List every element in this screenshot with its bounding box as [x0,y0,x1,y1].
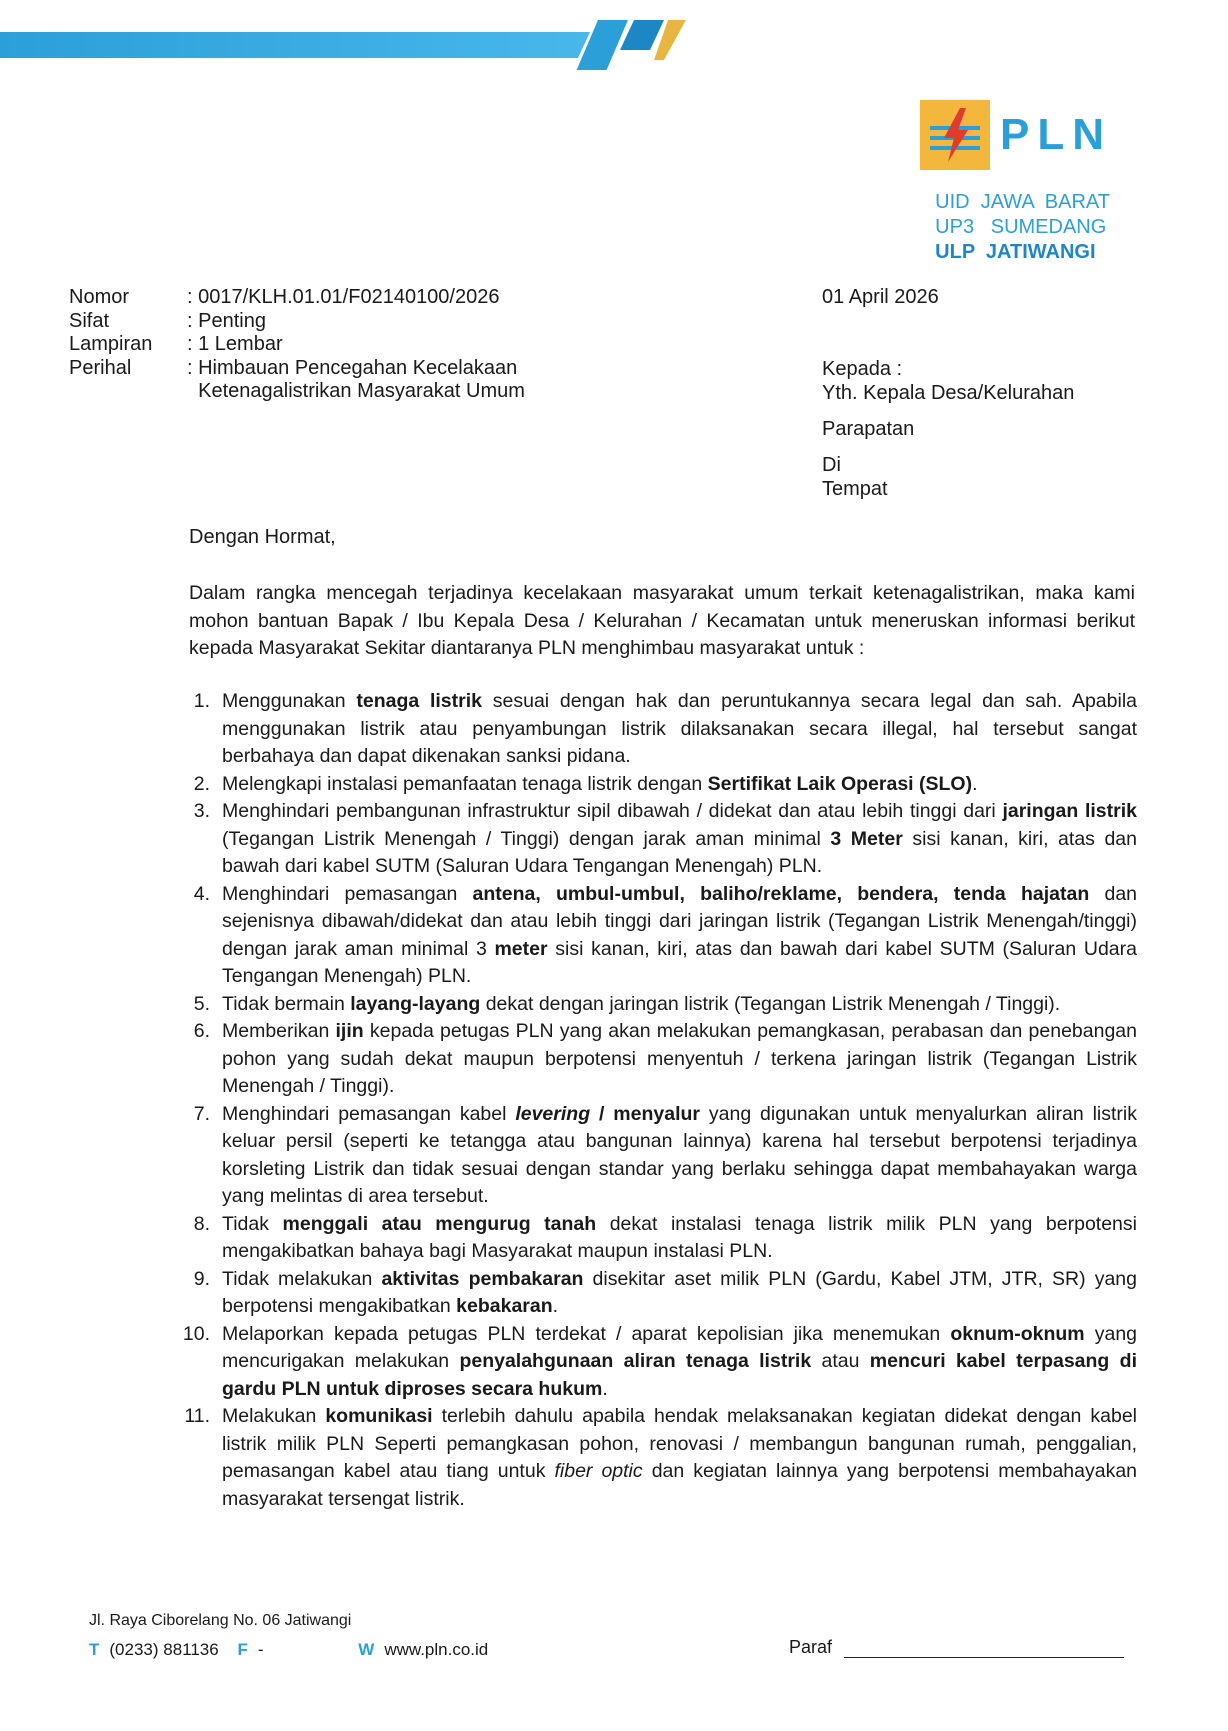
unit-line-ulp: ULP JATIWANGI [935,241,1096,263]
list-item-text: sisi kanan, kiri, atas dan bawah dari kabel SUTM (Saluran Udara Tengangan Menengah) PLN. [222,827,1137,877]
list-item-number: 7. [193,1102,210,1125]
phone-key: T [89,1640,100,1659]
list-item-text: Menghindari pemasangan kabel [222,1102,516,1125]
web-key: W [358,1640,375,1659]
list-item-text: penyalahgunaan aliran tenaga listrik [459,1350,812,1372]
list-item-number: 6. [193,1020,210,1042]
list-item-number: 2. [193,772,210,795]
list-item-text: Tidak bermain [222,992,351,1015]
list-item-number: 3. [193,800,210,822]
website-link[interactable]: www.pln.co.id [384,1640,489,1659]
paraf-signature-line [844,1639,1124,1658]
list-item-number: 4. [193,882,210,905]
recipient-block [822,357,1074,501]
list-item-text: Melakukan [222,1405,326,1427]
list-item-text: jaringan listrik [1002,800,1137,822]
list-item-text: kepada petugas PLN yang akan melakukan pemangkasan, perabasan dan penebangan pohon yang sudah dekat maupun berpotensi menyentuh / terkena jaringan listrik (Tegangan Listrik Menengah / Tinggi). [222,1020,1137,1097]
list-item-text: Sertifikat Laik Operasi (SLO) [707,772,973,795]
list-item [182,1211,1137,1266]
paraf-block [789,1637,1124,1658]
fax-key: F [237,1640,248,1659]
list-item [182,1266,1137,1321]
list-item-text: aktivitas pembakaran [381,1267,584,1290]
list-item-text: Menggunakan [222,690,357,712]
phone-number: (0233) 881136 [109,1640,219,1659]
header-banner [0,0,700,70]
list-item-text: levering [515,1102,591,1125]
meta-row-nomor [69,286,525,310]
lightning-icon [920,100,990,170]
recipient-place: Tempat [822,478,888,500]
meta-value: : Penting [187,309,266,332]
unit-line-uid: UID JAWA BARAT [935,191,1110,213]
list-item-text: . [552,1295,559,1317]
meta-value: : 0017/KLH.01.01/F02140100/2026 [187,286,500,308]
list-item [182,1403,1137,1513]
list-item-text: / menyalur [590,1102,700,1125]
recipient-di: Di [822,454,841,476]
intro-paragraph: Dalam rangka mencegah terjadinya kecelakaan masyarakat umum terkait ketenagalistrikan, maka kami mohon bantuan Bapak / Ibu Kepala Desa / Kelurahan / Kecamatan untuk meneruskan informasi berikut kepada Masyarakat Sekitar diantaranya PLN menghimbau masyarakat untuk : [189,582,1135,659]
recipient-name: Yth. Kepala Desa/Kelurahan [822,382,1075,404]
footer-contact [89,1640,488,1660]
footer-address: Jl. Raya Ciborelang No. 06 Jatiwangi [89,1612,352,1629]
list-item-text: oknum-oknum [950,1322,1085,1345]
unit-block [935,190,1110,265]
letter-date: 01 April 2026 [822,286,939,308]
list-item [182,1018,1137,1101]
salutation: Dengan Hormat, [189,526,336,548]
list-item-number: 10. [182,1322,210,1345]
list-item-number: 5. [193,992,210,1015]
list-item-text: (Tegangan Listrik Menengah / Tinggi) dengan jarak aman minimal [222,827,831,850]
meta-label: Perihal [69,356,132,379]
meta-value: : Himbauan Pencegahan Kecelakaan [187,356,518,379]
list-item-text: layang-layang [350,992,481,1015]
meta-row-sifat [69,310,525,334]
letter-meta [69,286,525,404]
list-item [182,881,1137,991]
list-item-number: 9. [193,1267,210,1290]
meta-row-lampiran [69,333,525,357]
list-item-number: 8. [193,1212,210,1235]
list-item-number: 11. [184,1405,210,1427]
list-item-text: atau [811,1350,870,1372]
list-item-text: Melengkapi instalasi pemanfaatan tenaga listrik dengan [222,772,708,795]
paraf-label: Paraf [789,1637,833,1657]
pln-logo-mark [920,100,990,170]
list-item-text: dan kegiatan lainnya yang berpotensi membahayakan masyarakat tersengat listrik. [222,1460,1138,1510]
meta-row-perihal-cont [69,380,525,404]
list-item [182,798,1137,881]
list-item-text: meter [494,937,548,960]
list-item [182,688,1137,771]
list-item-text: yang mencurigakan melakukan [222,1322,1138,1372]
list-item-text: dekat dengan jaringan listrik (Tegangan Listrik Menengah / Tinggi). [480,992,1061,1015]
meta-value: : 1 Lembar [187,333,283,355]
meta-row-perihal [69,357,525,381]
list-item-text: Menghindari pemasangan [222,882,473,905]
list-item-text: . [972,772,978,795]
list-item [182,1101,1137,1211]
list-item-text: sisi kanan, kiri, atas dan bawah dari kabel SUTM (Saluran Udara Tengangan Menengah) PLN. [222,937,1137,987]
meta-value: Ketenagalistrikan Masyarakat Umum [187,380,525,402]
list-item-text: menggali atau mengurug tanah [282,1212,597,1235]
list-item-text: disekitar aset milik PLN (Gardu, Kabel JTM, JTR, SR) yang berpotensi mengakibatkan [222,1267,1137,1317]
list-item-text: Tidak melakukan [222,1267,382,1290]
list-item-text: antena, umbul-umbul, baliho/reklame, bendera, tenda hajatan [472,882,1090,905]
list-item-text: sesuai dengan hak dan peruntukannya secara legal dan sah. Apabila menggunakan listrik atau penyambungan listrik dilaksanakan secara illegal, hal tersebut sangat berbahaya dan dapat dikenakan sanksi pidana. [222,690,1138,767]
list-item-text: 3 Meter [830,827,903,850]
list-item-text: terlebih dahulu apabila hendak melaksanakan kegiatan didekat dengan kabel listrik milik PLN Seperti pemangkasan pohon, renovasi / membangun bangunan rumah, penggalian, pemasangan kabel atau tiang untuk [222,1405,1138,1482]
list-item-text: komunikasi [325,1405,433,1427]
list-item-text: yang digunakan untuk menyalurkan aliran listrik keluar persil (seperti ke tetangga atau bangunan lainnya) karena hal tersebut berpotensi terjadinya korsleting Listrik dan tidak sesuai dengan standar yang berlaku sehingga dapat membahayakan warga yang melintas di area tersebut. [222,1102,1137,1207]
list-item-text: fiber optic [554,1460,643,1482]
list-item-text: ijin [335,1020,364,1042]
meta-label: Nomor [69,286,130,308]
list-item-text: dan sejenisnya dibawah/didekat dan atau lebih tinggi dari jaringan listrik (Tegangan Listrik Menengah/tinggi) dengan jarak aman minimal 3 [222,882,1138,960]
unit-line-up3: UP3 SUMEDANG [935,216,1107,238]
list-item-text: Tidak [222,1212,283,1235]
list-item-number: 1. [193,690,210,712]
list-item-text: mencuri kabel terpasang di gardu PLN untuk diproses secara hukum [222,1350,1137,1400]
recipient-to: Kepada : [822,358,903,380]
list-item-text: dekat instalasi tenaga listrik milik PLN yang berpotensi mengakibatkan bahaya bagi Masyarakat maupun instalasi PLN. [222,1212,1137,1262]
pln-logo-text: PLN [1000,110,1112,159]
meta-label: Lampiran [69,333,153,355]
list-item-text: kebakaran [456,1295,553,1317]
list-item-text: . [602,1377,608,1400]
appeal-list [182,688,1137,1513]
list-item-text: tenaga listrik [356,690,482,712]
list-item [182,771,1137,799]
meta-label: Sifat [69,309,110,332]
list-item [182,1321,1137,1404]
list-item-text: Menghindari pembangunan infrastruktur sipil dibawah / didekat dan atau lebih tinggi dari [222,800,1003,822]
fax-number: - [257,1640,264,1659]
list-item-text: Memberikan [222,1020,336,1042]
recipient-village: Parapatan [822,418,915,440]
list-item [182,991,1137,1019]
meta-label [69,380,187,404]
list-item-text: Melaporkan kepada petugas PLN terdekat / aparat kepolisian jika menemukan [222,1322,951,1345]
